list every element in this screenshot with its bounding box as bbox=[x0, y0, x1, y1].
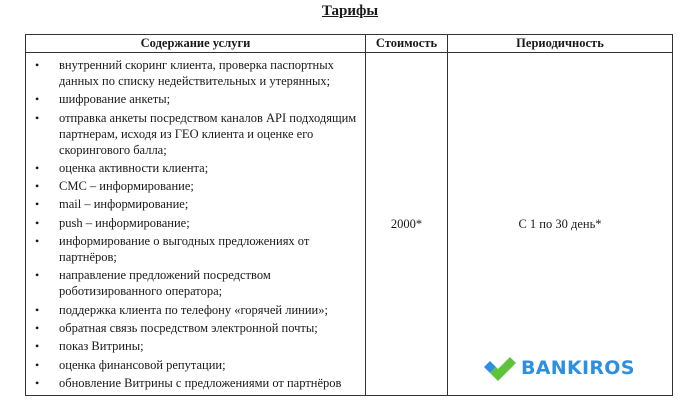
list-item: • внутренний скоринг клиента, проверка паспортных данных по списку недействительных и утерянных; bbox=[59, 57, 364, 89]
list-item: • информирование о выгодных предложениях от партнёров; bbox=[59, 233, 364, 265]
list-item: • шифрование анкеты; bbox=[59, 91, 364, 107]
price-cell: 2000* bbox=[366, 53, 448, 396]
page-title: Тарифы bbox=[321, 3, 379, 19]
list-item: • поддержка клиента по телефону «горячей линии»; bbox=[59, 302, 364, 318]
header-price: Стоимость bbox=[366, 35, 448, 53]
bankiros-logo-text: BANKIROS bbox=[521, 357, 635, 379]
header-period: Периодичность bbox=[448, 35, 673, 53]
list-item: • оценка активности клиента; bbox=[59, 160, 364, 176]
list-item: • показ Витрины; bbox=[59, 338, 364, 354]
list-item: • отправка анкеты посредством каналов API подходящим партнерам, исходя из ГЕО клиента и оценке его скорингового балла; bbox=[59, 110, 364, 158]
service-list bbox=[27, 54, 364, 391]
list-item: • обновление Витрины с предложениями от партнёров bbox=[59, 375, 364, 391]
list-item: • оценка финансовой репутации; bbox=[59, 357, 364, 373]
list-item: • mail – информирование; bbox=[59, 196, 364, 212]
bankiros-watermark bbox=[483, 355, 635, 381]
list-item: • направление предложений посредством роботизированного оператора; bbox=[59, 267, 364, 299]
list-item: • СМС – информирование; bbox=[59, 178, 364, 194]
list-item: • обратная связь посредством электронной почты; bbox=[59, 320, 364, 336]
tariff-table bbox=[25, 34, 673, 396]
bankiros-check-icon bbox=[483, 355, 517, 381]
header-service-content: Содержание услуги bbox=[26, 35, 366, 53]
service-content-cell bbox=[26, 53, 366, 396]
table-header-row bbox=[26, 35, 673, 53]
period-cell: С 1 по 30 день* bbox=[448, 53, 673, 396]
table-row bbox=[26, 53, 673, 396]
list-item: • push – информирование; bbox=[59, 215, 364, 231]
